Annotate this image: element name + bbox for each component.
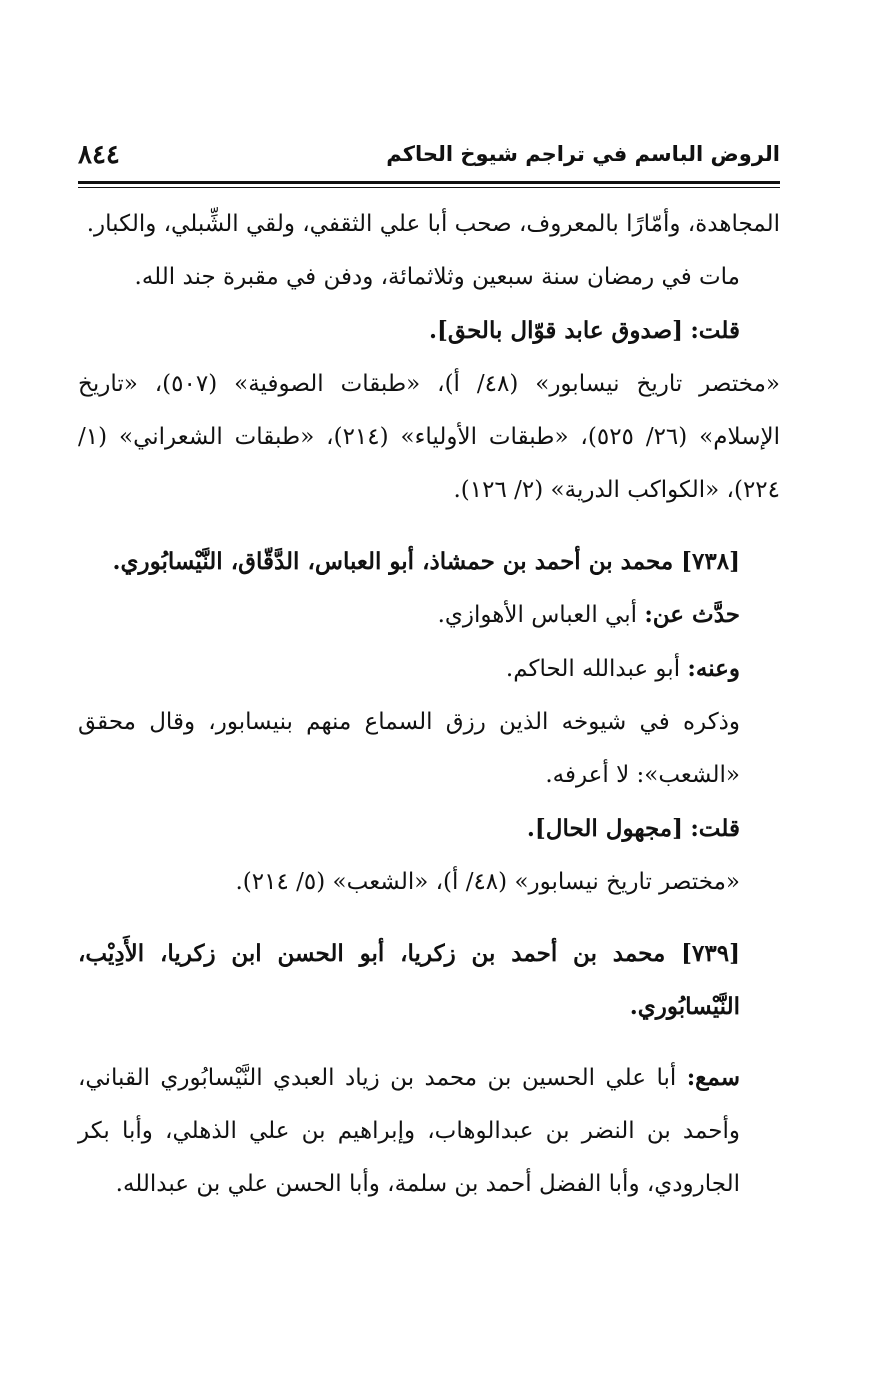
spacer bbox=[78, 1033, 780, 1051]
heard-from-text: أبا علي الحسين بن محمد بن زياد العبدي النَّيْسابُوري القباني، وأحمد بن النضر بن عبدالوهاب، وإبراهيم بن علي الذهلي، وأبا بكر الجارودي، وأبا الفضل أحمد بن سلمة، وأبا الحسن علي بن عبدالله. bbox=[78, 1065, 740, 1197]
verdict-text: [مجهول الحال]. bbox=[526, 815, 683, 842]
narrated-from-label: حدَّث عن: bbox=[644, 601, 740, 628]
page-header bbox=[78, 140, 780, 180]
page-number: ٨٤٤ bbox=[78, 140, 120, 170]
entry-739-heading: [٧٣٩] محمد بن أحمد بن زكريا، أبو الحسن ابن زكريا، الأَدِيْب، النَّيْسابُوري. bbox=[78, 940, 740, 1020]
header-rule-thick bbox=[78, 181, 780, 184]
entry-739-heard-from bbox=[78, 1051, 780, 1211]
header-rule-thin bbox=[78, 187, 780, 188]
narrated-by-text: أبو عبدالله الحاكم. bbox=[505, 656, 681, 682]
narrated-from-text: أبي العباس الأهوازي. bbox=[437, 602, 637, 628]
entry-738-verdict bbox=[78, 802, 780, 856]
entry-738-heading: [٧٣٨] محمد بن أحمد بن حمشاذ، أبو العباس، الدَّقّاق، النَّيْسابُوري. bbox=[112, 548, 740, 575]
entry-738-narrated-by bbox=[78, 642, 780, 696]
entry-738-narrated-from bbox=[78, 588, 780, 642]
verdict-text: [صدوق عابد قوّال بالحق]. bbox=[429, 317, 683, 344]
running-title: الروض الباسم في تراجم شيوخ الحاكم bbox=[386, 142, 780, 166]
spacer bbox=[78, 517, 780, 535]
paragraph-continuation: المجاهدة، وأمّارًا بالمعروف، صحب أبا علي الثقفي، ولقي الشِّبلي، والكبار. bbox=[86, 211, 780, 237]
verdict-label: قلت: bbox=[690, 317, 740, 344]
paragraph-death: مات في رمضان سنة سبعين وثلاثمائة، ودفن في مقبرة جند الله. bbox=[134, 264, 740, 290]
entry-738-mention: وذكره في شيوخه الذين رزق السماع منهم بنيسابور، وقال محقق «الشعب»: لا أعرفه. bbox=[78, 709, 740, 788]
entry-738-sources: «مختصر تاريخ نيسابور» (٤٨/ أ)، «الشعب» (٥/ ٢١٤). bbox=[235, 869, 740, 895]
verdict-label: قلت: bbox=[690, 815, 740, 842]
paragraph-verdict bbox=[78, 304, 780, 358]
narrated-by-label: وعنه: bbox=[687, 655, 740, 682]
page-body bbox=[78, 198, 780, 1211]
paragraph-sources: «مختصر تاريخ نيسابور» (٤٨/ أ)، «طبقات الصوفية» (٥٠٧)، «تاريخ الإسلام» (٢٦/ ٥٢٥)، «طبقات الأولياء» (٢١٤)، «طبقات الشعراني» (١/ ٢٢٤)، «الكواكب الدرية» (٢/ ١٢٦). bbox=[78, 371, 781, 503]
spacer bbox=[78, 909, 780, 927]
heard-from-label: سمع: bbox=[686, 1064, 740, 1091]
